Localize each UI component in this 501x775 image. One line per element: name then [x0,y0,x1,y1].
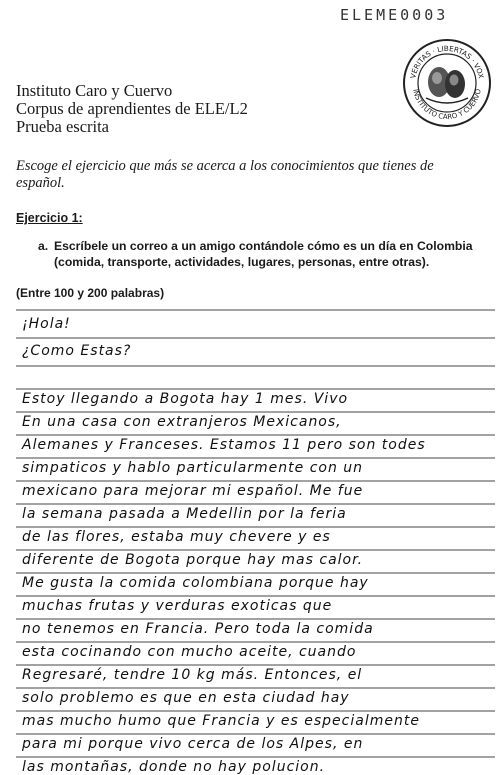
institution-name: Instituto Caro y Cuervo [16,81,173,100]
handwritten-line: mexicano para mejorar mi español. Me fue [22,483,364,499]
handwritten-line: de las flores, estaba muy chevere y es [22,529,331,545]
handwritten-line: mas mucho humo que Francia y es especialmente [22,713,420,729]
handwritten-line: solo problemo es que en esta ciudad hay [22,690,350,706]
handwritten-line: En una casa con extranjeros Mexicanos, [22,414,342,430]
handwritten-line: Regresaré, tendre 10 kg más. Entonces, el [22,667,363,683]
handwritten-line: Estoy llegando a Bogota hay 1 mes. Vivo [22,391,349,407]
test-type: Prueba escrita [16,117,109,136]
instruction-text: Escoge el ejercicio que más se acerca a los conocimientos que tienes de español. [16,158,434,191]
handwritten-line: simpaticos y hablo particularmente con un [22,460,364,476]
document-code: ELEME0003 [340,6,449,24]
handwritten-line: las montañas, donde no hay polucion. [22,759,326,775]
handwritten-line: muchas frutas y verduras exoticas que [22,598,333,614]
task-label: a. [38,239,49,253]
handwritten-line: Alemanes y Franceses. Estamos 11 pero son todes [22,437,426,453]
corpus-name: Corpus de aprendientes de ELE/L2 [16,99,248,118]
handwritten-line: ¡Hola! [22,316,71,332]
exercise-title: Ejercicio 1: [16,211,83,225]
word-limit: (Entre 100 y 200 palabras) [16,286,165,300]
handwritten-line: ¿Como Estas? [22,343,132,359]
handwritten-line: para mi porque vivo cerca de los Alpes, en [22,736,364,752]
handwritten-line: la semana pasada a Medellin por la feria [22,506,347,522]
seal-top-text: VERITAS · LIBERTAS · VOX [408,43,486,80]
task-text: Escríbele un correo a un amigo contándole cómo es un día en Colombia (comida, transporte, actividades, lugares, personas, entre otras). [54,239,473,269]
seal-bottom-text: INSTITUTO CARO Y CUERVO [411,88,483,122]
handwritten-line: no tenemos en Francia. Pero toda la comida [22,621,374,637]
handwritten-line: Me gusta la comida colombiana porque hay [22,575,369,591]
handwritten-line: esta cocinando con mucho aceite, cuando [22,644,357,660]
handwritten-line: diferente de Bogota porque hay mas calor. [22,552,364,568]
